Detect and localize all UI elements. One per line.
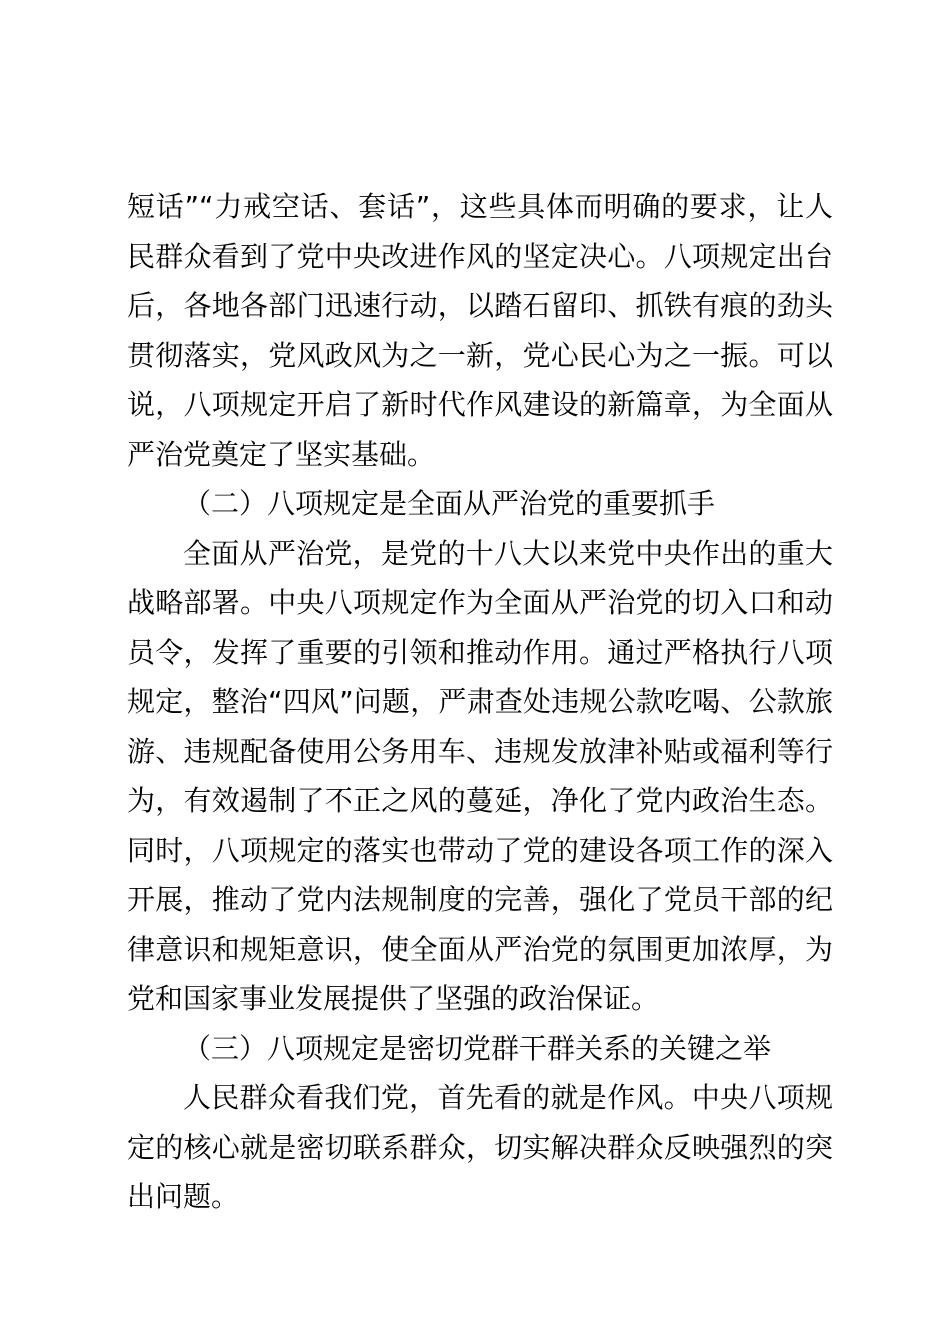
paragraph-section-two: 全面从严治党，是党的十八大以来党中央作出的重大战略部署。中央八项规定作为全面从严治党的切入口和动员令，发挥了重要的引领和推动作用。通过严格执行八项规定，整治“四风”问题，严肃查处违规公款吃喝、公款旅游、违规配备使用公务用车、违规发放津补贴或福利等行为，有效遏制了不正之风的蔓延，净化了党内政治生态。同时，八项规定的落实也带动了党的建设各项工作的深入开展，推动了党内法规制度的完善，强化了党员干部的纪律意识和规矩意识，使全面从严治党的氛围更加浓厚，为党和国家事业发展提供了坚强的政治保证。 — [127, 536, 833, 1015]
section-heading-three: （三）八项规定是密切党群干群关系的关键之举 — [183, 1031, 772, 1065]
section-heading-two: （二）八项规定是全面从严治党的重要抓手 — [183, 487, 716, 520]
document-body — [127, 182, 833, 1222]
paragraph-continuation: 短话”“力戒空话、套话”，这些具体而明确的要求，让人民群众看到了党中央改进作风的坚定决心。八项规定出台后，各地各部门迅速行动，以踏石留印、抓铁有痕的劲头贯彻落实，党风政风为之一新，党心民心为之一振。可以说，八项规定开启了新时代作风建设的新篇章，为全面从严治党奠定了坚实基础。 — [127, 190, 833, 471]
paragraph-section-three: 人民群众看我们党，首先看的就是作风。中央八项规定的核心就是密切联系群众，切实解决群众反映强烈的突出问题。 — [127, 1081, 833, 1213]
